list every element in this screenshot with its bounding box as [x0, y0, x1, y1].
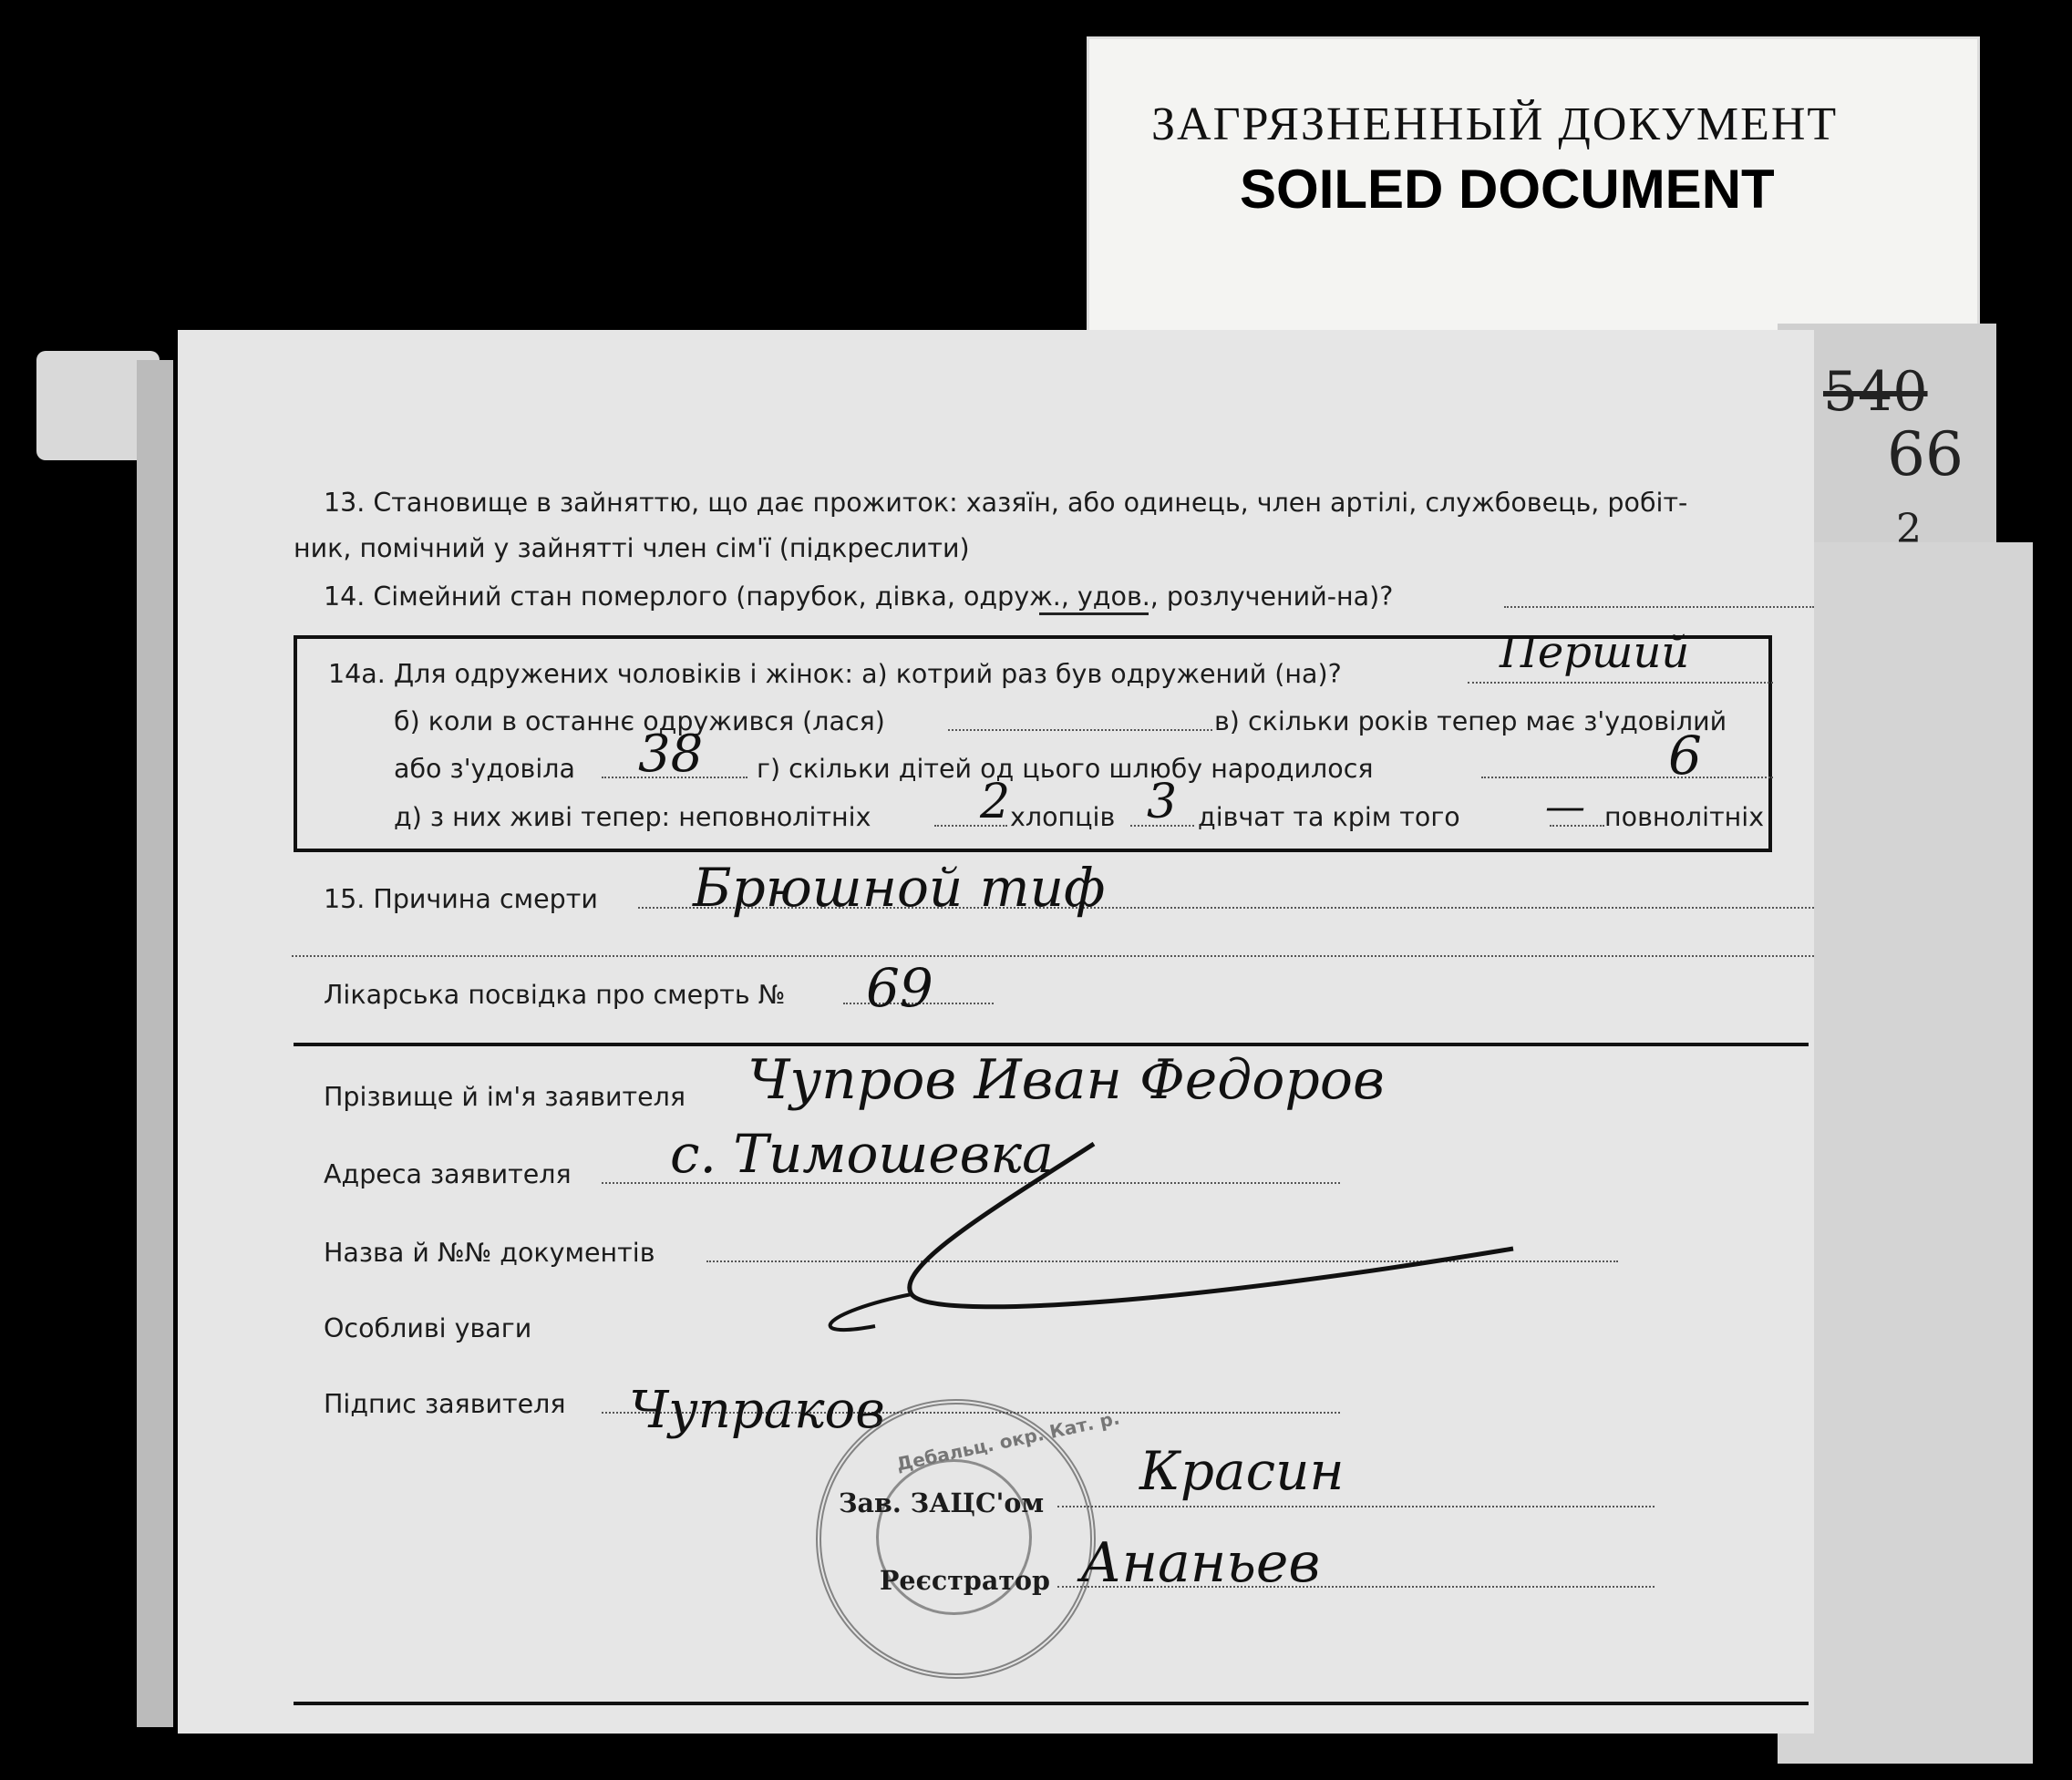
- side-number-middle: 66: [1887, 419, 1964, 489]
- applicant-address-label: Адреса заявителя: [324, 1159, 572, 1189]
- minor-boys-value: 2: [980, 775, 1011, 829]
- applicant-signature: Чупраков: [629, 1381, 885, 1440]
- question-14a-line3b: г) скільки дітей од цього шлюбу народилося: [757, 754, 1374, 784]
- question-15: 15. Причина смерти: [324, 884, 598, 914]
- side-number-top: 540: [1823, 360, 1928, 424]
- head-line: [1057, 1506, 1655, 1507]
- question-14a-line4c: дівчат та крім того: [1198, 802, 1460, 832]
- minor-girls-value: 3: [1147, 775, 1178, 829]
- children-born-value: 6: [1668, 725, 1702, 787]
- applicant-address-value: с. Тимошевка: [670, 1123, 1054, 1185]
- side-number-bottom: 2: [1896, 506, 1922, 552]
- question-14: 14. Сімейний стан померлого (парубок, дівка, одруж., удов., розлучений-на)?: [324, 581, 1394, 612]
- years-widowed-value: 38: [638, 725, 704, 784]
- times-married-value: Перший: [1500, 627, 1690, 678]
- head-signature: Красин: [1139, 1440, 1345, 1502]
- question-14a-line2a: б) коли в останнє одружився (лася): [394, 706, 885, 736]
- certificate-number-value: 69: [866, 957, 933, 1019]
- question-13-line1: 13. Становище в зайняттю, що дає прожиток: хазяїн, або одинець, член артілі, службовець, робіт-: [324, 488, 1688, 518]
- signature-label: Підпис заявителя: [324, 1389, 566, 1419]
- bottom-rule: [294, 1702, 1809, 1705]
- documents-label: Назва й №№ документів: [324, 1238, 655, 1268]
- question-14a-line4b: хлопців: [1010, 802, 1116, 832]
- official-stamp: [816, 1399, 1122, 1679]
- stamp-text: Дебальц. окр. Кат. р.: [894, 1406, 1122, 1476]
- applicant-name-value: Чупров Иван Федоров: [747, 1048, 1385, 1112]
- registrar-signature: Ананьев: [1080, 1531, 1321, 1595]
- medical-certificate-label: Лікарська посвідка про смерть №: [324, 980, 786, 1010]
- notes-label: Особливі уваги: [324, 1313, 532, 1343]
- applicant-name-label: Прізвище й ім'я заявителя: [324, 1082, 686, 1112]
- head-label: Зав. ЗАЦС'ом: [839, 1487, 1045, 1518]
- question-13-line2: ник, помічний у зайнятті член сім'ї (підкреслити): [294, 533, 970, 563]
- label-russian: ЗАГРЯЗНЕННЫЙ ДОКУМЕНТ: [1151, 98, 1839, 150]
- registrar-label: Реєстратор: [880, 1565, 1050, 1596]
- adults-value: —: [1545, 784, 1585, 830]
- cause-of-death-value: Брюшной тиф: [693, 857, 1106, 919]
- question-14a-line1: 14а. Для одружених чоловіків і жінок: а) котрий раз був одружений (на)?: [328, 659, 1342, 689]
- question-14a-line2b: в) скільки років тепер має з'удовілий: [1214, 706, 1727, 736]
- question-14a-line4a: д) з них живі тепер: неповнолітніх: [394, 802, 871, 832]
- label-english: SOILED DOCUMENT: [1240, 159, 1775, 220]
- question-14a-line4d: повнолітніх: [1604, 802, 1765, 832]
- question-14a-line3a: або з'удовіла: [394, 754, 575, 784]
